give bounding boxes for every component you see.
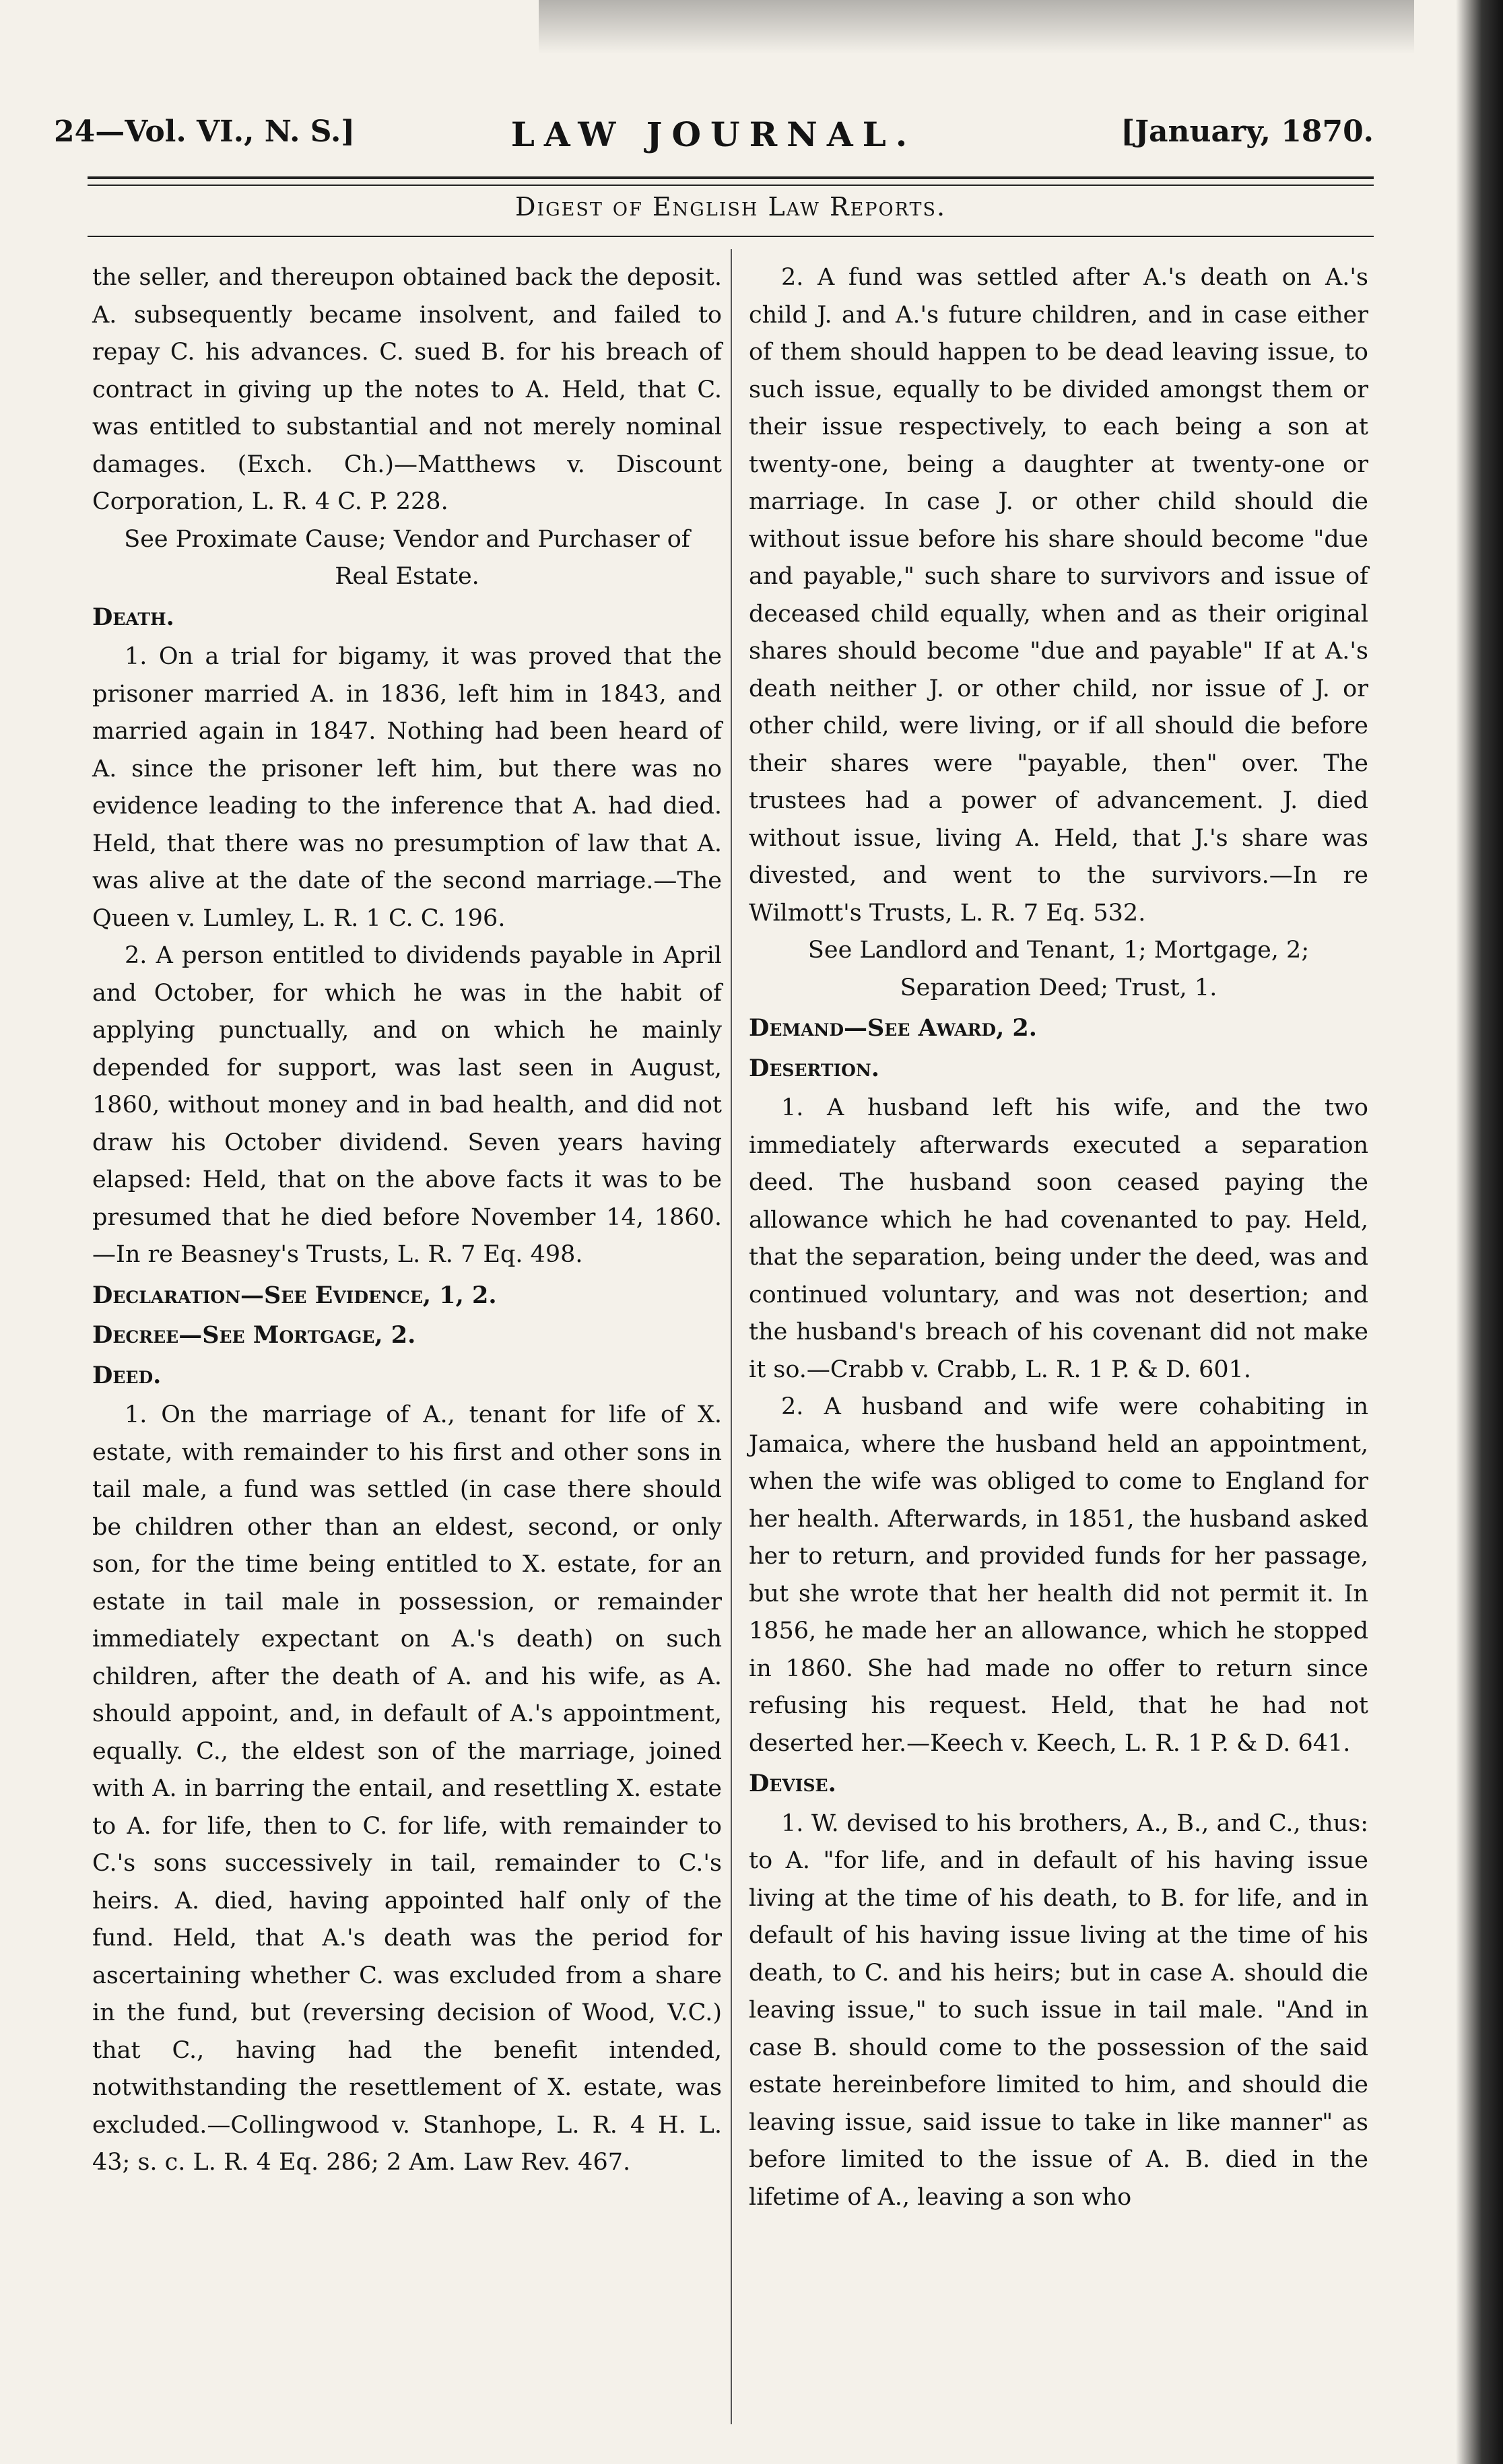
- entry-desertion-1: 1. A husband left his wife, and the two immediately afterwards executed a separation deed. The husband soon ceased paying the allowance which he had covenanted to pay. Held, that the separation, being under the deed, was and continued voluntary, and was not desertion; and the husband's breach of his covenant did not make it so.—Crabb v. Crabb, L. R. 1 P. & D. 601.: [749, 1094, 1368, 1383]
- left-column: [92, 259, 722, 2182]
- scan-smudge: [539, 0, 1414, 54]
- continued-paragraph: the seller, and thereupon obtained back the deposit. A. subsequently became insolvent, and failed to repay C. his advances. C. sued B. for his breach of contract in giving up the notes to A. Held, that C. was entitled to substantial and not merely nominal damages. (Exch. Ch.)—Matthews v. Discount Corporation, L. R. 4 C. P. 228.: [92, 264, 722, 515]
- entry-death-1: 1. On a trial for bigamy, it was proved that the prisoner married A. in 1836, left him in 1843, and married again in 1847. Nothing had been heard of A. since the prisoner left him, but there was no evidence leading to the inference that A. had died. Held, that there was no presumption of law that A. was alive at the date of the second marriage.—The Queen v. Lumley, L. R. 1 C. C. 196.: [92, 643, 722, 932]
- right-column: [749, 259, 1368, 2216]
- header-rule-thin: [88, 185, 1374, 186]
- see-also: See Landlord and Tenant, 1; Mortgage, 2; Separation Deed; Trust, 1.: [807, 937, 1310, 1001]
- heading-declaration: Declaration—See Evidence, 1, 2.: [92, 1281, 497, 1309]
- scan-edge-shadow: [1456, 0, 1503, 2464]
- column-divider: [731, 249, 732, 2424]
- heading-devise: Devise.: [749, 1770, 836, 1797]
- header-rule-thick: [88, 176, 1374, 179]
- see-also: See Proximate Cause; Vendor and Purchaser of Real Estate.: [124, 525, 690, 590]
- running-header: [54, 114, 1374, 168]
- section-title: Digest of English Law Reports.: [514, 192, 947, 222]
- entry-death-2: 2. A person entitled to dividends payable in April and October, for which he was in the habit of applying punctually, and on which he mainly depended for support, was last seen in August, 1860, without money and in bad health, and did not draw his October dividend. Seven years having elapsed: Held, that on the above facts it was to be presumed that he died before November 14, 1860.—In re Beasney's Trusts, L. R. 7 Eq. 498.: [92, 942, 722, 1268]
- header-volume: 24—Vol. VI., N. S.]: [54, 114, 356, 149]
- header-date: [January, 1870.: [1121, 114, 1374, 149]
- entry-deed-2: 2. A fund was settled after A.'s death on A.'s child J. and A.'s future children, and in case either of them should happen to be dead leaving issue, to such issue, equally to be divided amongst them or their issue respectively, to each being a son at twenty-one, being a daughter at twenty-one or marriage. In case J. or other child should die without issue before his share should become "due and payable," such share to survivors and issue of deceased child equally, when and as their original shares should become "due and payable" If at A.'s death neither J. or other child, nor issue of J. or other child, were living, or if all should die before their shares were "payable, then" over. The trustees had a power of advancement. J. died without issue, living A. Held, that J.'s share was divested, and went to the survivors.—In re Wilmott's Trusts, L. R. 7 Eq. 532.: [749, 264, 1368, 927]
- header-journal-title: LAW JOURNAL.: [510, 114, 917, 154]
- section-rule: [88, 236, 1374, 237]
- entry-deed-1: 1. On the marriage of A., tenant for life of X. estate, with remainder to his first and other sons in tail male, a fund was settled (in case there should be children other than an eldest, second, or only son, for the time being entitled to X. estate, for an estate in tail male in possession, or remainder immediately expectant on A.'s death) on such children, after the death of A. and his wife, as A. should appoint, and, in default of A.'s appointment, equally. C., the eldest son of the marriage, joined with A. in barring the entail, and resettling X. estate to A. for life, then to C. for life, with remainder to C.'s sons successively in tail, remainder to C.'s heirs. A. died, having appointed half only of the fund. Held, that A.'s death was the period for ascertaining whether C. was excluded from a share in the fund, but (reversing decision of Wood, V.C.) that C., having had the benefit intended, notwithstanding the resettlement of X. estate, was excluded.—Collingwood v. Stanhope, L. R. 4 H. L. 43; s. c. L. R. 4 Eq. 286; 2 Am. Law Rev. 467.: [92, 1401, 722, 2176]
- heading-demand: Demand—See Award, 2.: [749, 1014, 1037, 1042]
- heading-desertion: Desertion.: [749, 1054, 879, 1082]
- entry-desertion-2: 2. A husband and wife were cohabiting in Jamaica, where the husband held an appointment, when the wife was obliged to come to England for her health. Afterwards, in 1851, the husband asked her to return, and provided funds for her passage, but she wrote that her health did not permit it. In 1856, he made her an allowance, which he stopped in 1860. She had made no offer to return since refusing his request. Held, that he had not deserted her.—Keech v. Keech, L. R. 1 P. & D. 641.: [749, 1393, 1368, 1757]
- heading-deed: Deed.: [92, 1361, 162, 1389]
- heading-decree: Decree—See Mortgage, 2.: [92, 1321, 416, 1349]
- heading-death: Death.: [92, 603, 174, 631]
- entry-devise-1: 1. W. devised to his brothers, A., B., and C., thus: to A. "for life, and in default of his having issue living at the time of his death, to B. for life, and in default of his having issue living at the time of his death, to C. and his heirs; but in case A. should die leaving issue," to such issue in tail male. "And in case B. should come to the possession of the said estate hereinbefore limited to him, and should die leaving issue, said issue to take in like manner" as before limited to the issue of A. B. died in the lifetime of A., leaving a son who: [749, 1809, 1368, 2211]
